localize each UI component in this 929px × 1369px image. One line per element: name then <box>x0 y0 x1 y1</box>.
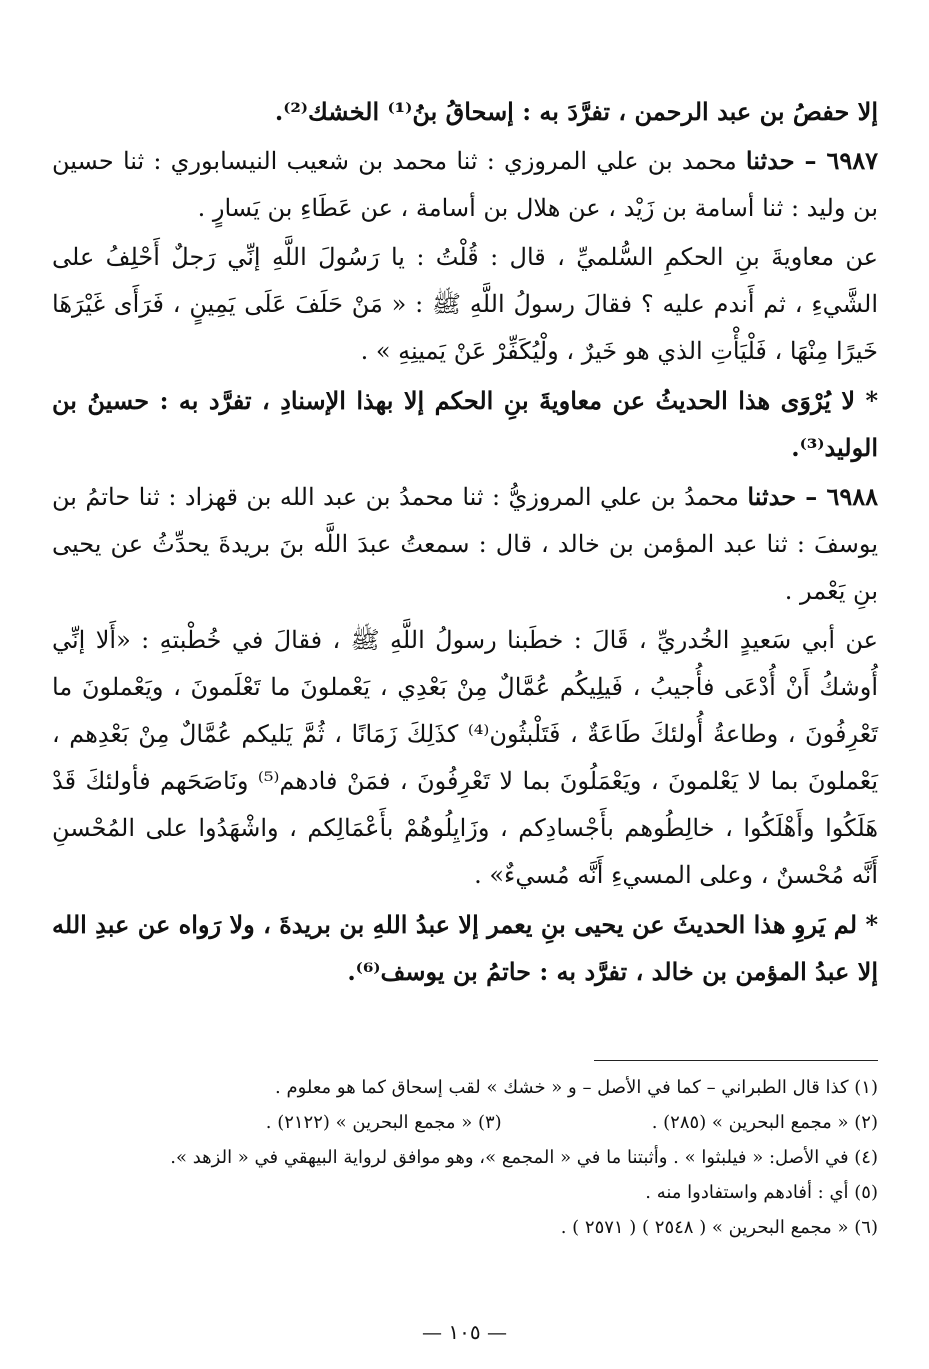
hadith-number: ٦٩٨٨ – حدثنا <box>747 482 878 511</box>
hadith-matn: عن معاويةَ بنِ الحكمِ السُّلميِّ ، قال : قُلْتُ : يا رَسُولَ اللَّهِ إنِّي رَجلٌ أَحْلِفُ على الشَّيءِ ، ثم أَندم عليه ؟ فقالَ رسولُ اللَّهِ ﷺ : « مَنْ حَلَفَ عَلَى يَمِينٍ ، فَرَأَى غَيْرَهَا خَيرًا مِنْهَا ، فَلْيَأْتِ الذي هو خَيرٌ ، ولْيُكَفِّرْ عَنْ يَمينِهِ » . <box>52 243 878 365</box>
hadith-matn: عن أبي سَعيدٍ الخُدريِّ ، قَالَ : خطَبنا رسولُ اللَّهِ ﷺ ، فقالَ في خُطْبتهِ : «أَلا إنِّي أُوشكُ أَنْ أُدْعَى فأُجيبُ ، فَيلِيكُم عُمَّالٌ مِنْ بَعْدِي ، يَعْملونَ ما تَعْلَمونَ ، ويَعْملونَ ما تَعْرِفُونَ ، وطاعةُ أُولئكَ طَاعَةٌ ، فَتَلْبثُون⁽⁴⁾ كذَلِكَ زَمَانًا ، ثُمَّ يَليكم عُمَّالٌ مِنْ بَعْدِهم ، يَعْملونَ بما لا يَعْلمونَ ، ويَعْمَلُونَ بما لا تَعْرِفُونَ ، فمَنْ فادهم⁽⁵⁾ ونَاصَحَهم فأولئكَ قَدْ هَلَكُوا وأَهْلَكُوا ، خالِطُوهم بأَجْسادِكم ، وزَايِلُوهُمْ بأَعْمَالِكم ، واشْهَدُوا على المُحْسنِ أَنَّه مُحْسنٌ ، وعلى المسيءِ أَنَّه مُسيءٌ» . <box>52 626 878 889</box>
commentary: * لا يُرْوَى هذا الحديثُ عن معاويةَ بنِ الحكم إلا بهذا الإسنادِ ، تفرَّد به : حسينُ بن الوليد⁽³⁾. <box>52 386 878 462</box>
footnote-row <box>52 1105 878 1140</box>
hadith-number: ٦٩٨٧ – حدثنا <box>745 146 878 175</box>
paragraph-1: إلا حفصُ بن عبد الرحمن ، تفرَّدَ به : إسحاقُ بنُ⁽¹⁾ الخشك⁽²⁾. <box>274 97 878 126</box>
footnote-4: (٤) في الأصل: « فيلبثوا » . وأثبتنا ما في « المجمع »، وهو موافق لرواية البيهقي في « الزهد ». <box>170 1147 878 1168</box>
footnote-3: (٣) « مجمع البحرين » (٢١٢٢) . <box>265 1112 502 1133</box>
hadith-6988 <box>52 473 878 615</box>
hadith-6987 <box>52 137 878 232</box>
footnote-5: (٥) أي : أفادهم واستفادوا منه . <box>645 1182 878 1203</box>
page-number: — ١٠٥ — <box>422 1320 507 1344</box>
main-text <box>52 88 878 997</box>
hadith-isnad: محمدُ بن علي المروزيُّ : ثنا محمدُ بن عبد الله بن قهزاد : ثنا حاتمُ بن يوسفَ : ثنا عبد المؤمن بن خالد ، قال : سمعتُ عبدَ اللَّه بنَ بريدةَ يحدِّثُ عن يحيى بنِ يَعْمر . <box>52 483 878 605</box>
footnote-6: (٦) « مجمع البحرين » ( ٢٥٤٨ ) ( ٢٥٧١ ) . <box>560 1217 878 1238</box>
hadith-isnad: محمد بن علي المروزي : ثنا محمد بن شعيب النيسابوري : ثنا حسين بن وليد : ثنا أسامة بن زَيْد ، عن هلال بن أسامة ، عن عَطَاءِ بن يَسارٍ . <box>52 147 878 222</box>
footnote-2: (٢) « مجمع البحرين » (٢٨٥) . <box>651 1112 878 1133</box>
footnotes <box>52 1070 878 1245</box>
footnote-1: (١) كذا قال الطبراني – كما في الأصل – و « خشك » لقب إسحاق كما هو معلوم . <box>275 1077 878 1098</box>
footnote-divider <box>594 1060 878 1061</box>
commentary: * لم يَروِ هذا الحديثَ عن يحيى بنِ يعمر إلا عبدُ اللهِ بن بريدةَ ، ولا رَواه عن عبدِ الله إلا عبدُ المؤمن بن خالد ، تفرَّد به : حاتمُ بن يوسف⁽⁶⁾. <box>52 910 878 986</box>
